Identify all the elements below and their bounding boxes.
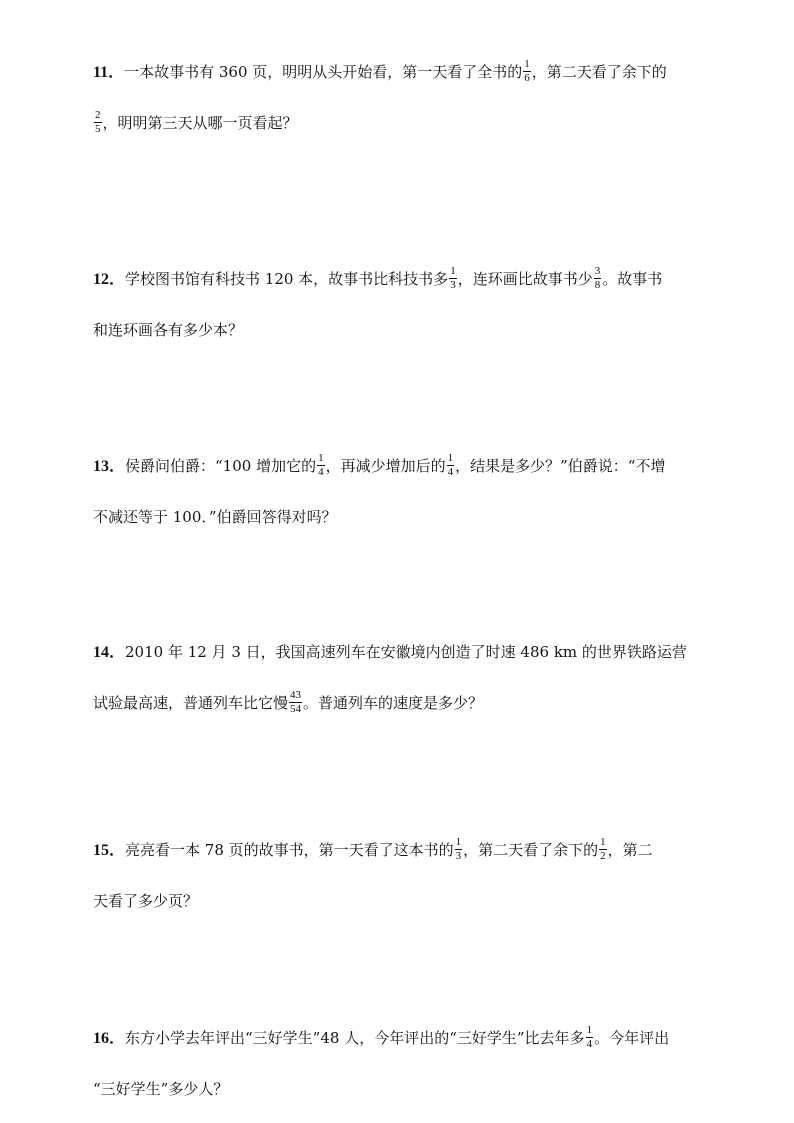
problem-text: 天看了多少页？ <box>93 892 199 910</box>
problem-13 <box>93 441 703 542</box>
problem-text: 东方小学去年评出“三好学生”48 人，今年评出的“三好学生”比去年多 <box>125 1029 585 1047</box>
problem-text: 。普通列车的速度是多少？ <box>303 694 484 712</box>
fraction-denominator: 4 <box>447 465 454 478</box>
problem-number: 13． <box>93 458 126 475</box>
fraction <box>447 453 455 478</box>
problem-text: 不减还等于 100．”伯爵回答得对吗？ <box>93 508 337 526</box>
problem-line <box>93 1064 703 1114</box>
problem-text: ，结果是多少？”伯爵说：“不增 <box>455 457 666 475</box>
problem-number: 14． <box>93 644 126 661</box>
problem-text: 学校图书馆有科技书 120 本，故事书比科技书多 <box>125 270 449 288</box>
problem-text: 侯爵问伯爵：“100 增加它的 <box>125 457 317 475</box>
fraction-numerator: 1 <box>524 57 530 70</box>
fraction-denominator: 8 <box>594 278 601 291</box>
problem-text: “三好学生”多少人？ <box>93 1080 229 1098</box>
fraction-numerator: 1 <box>318 451 324 464</box>
problem-line <box>93 678 703 728</box>
fraction <box>449 266 457 291</box>
fraction-denominator: 4 <box>318 465 324 478</box>
fraction-numerator: 1 <box>450 264 456 277</box>
fraction-denominator: 4 <box>586 1037 593 1050</box>
problem-12 <box>93 254 703 355</box>
fraction-denominator: 5 <box>95 122 101 135</box>
fraction <box>289 690 302 715</box>
problem-16 <box>93 1013 703 1114</box>
problem-line <box>93 825 703 876</box>
problem-line <box>93 441 703 492</box>
fraction-denominator: 3 <box>450 278 456 291</box>
problem-text: 亮亮看一本 78 页的故事书，第一天看了这本书的 <box>125 841 454 859</box>
fraction <box>455 837 463 862</box>
fraction-denominator: 6 <box>524 71 530 84</box>
problem-text: 。故事书 <box>602 270 663 288</box>
problem-line <box>93 627 703 678</box>
problem-text: ，连环画比故事书少 <box>457 270 593 288</box>
fraction-numerator: 1 <box>586 1023 593 1036</box>
fraction-numerator: 1 <box>455 835 462 848</box>
fraction-numerator: 3 <box>594 264 601 277</box>
problem-text: 和连环画各有多少本？ <box>93 321 244 339</box>
problem-line <box>93 47 703 98</box>
problem-text: ，明明第三天从哪一页看起？ <box>102 114 298 132</box>
problem-text: ，第二 <box>607 841 653 859</box>
fraction-numerator: 43 <box>290 688 302 701</box>
fraction <box>317 453 325 478</box>
problem-text: ，再减少增加后的 <box>325 457 446 475</box>
problem-line <box>93 492 703 542</box>
problem-text: 一本故事书有 360 页，明明从头开始看，第一天看了全书的 <box>124 63 523 81</box>
fraction-numerator: 2 <box>95 108 101 121</box>
fraction <box>586 1025 594 1050</box>
problem-line <box>93 1013 703 1064</box>
fraction <box>94 110 102 135</box>
problem-15 <box>93 825 703 926</box>
problem-text: ，第二天看了余下的 <box>463 841 599 859</box>
problem-text: 。今年评出 <box>594 1029 670 1047</box>
problem-text: 2010 年 12 月 3 日，我国高速列车在安徽境内创造了时速 486 km 的世界铁路运营 <box>125 643 687 661</box>
fraction-denominator: 3 <box>455 849 462 862</box>
fraction <box>599 837 607 862</box>
fraction <box>594 266 602 291</box>
problem-text: ，第二天看了余下的 <box>531 63 667 81</box>
problem-number: 12． <box>93 271 126 288</box>
problem-text: 试验最高速，普通列车比它慢 <box>93 694 289 712</box>
problem-line <box>93 305 703 355</box>
problem-line <box>93 876 703 926</box>
problem-line <box>93 254 703 305</box>
problem-14 <box>93 627 703 728</box>
fraction-denominator: 54 <box>290 702 302 715</box>
problem-number: 11． <box>93 64 125 81</box>
fraction-numerator: 1 <box>447 451 454 464</box>
fraction <box>523 59 531 84</box>
problem-number: 16． <box>93 1030 126 1047</box>
problem-11 <box>93 47 703 148</box>
problem-line <box>93 98 703 148</box>
fraction-denominator: 2 <box>600 849 606 862</box>
fraction-numerator: 1 <box>600 835 606 848</box>
problem-number: 15． <box>93 842 126 859</box>
